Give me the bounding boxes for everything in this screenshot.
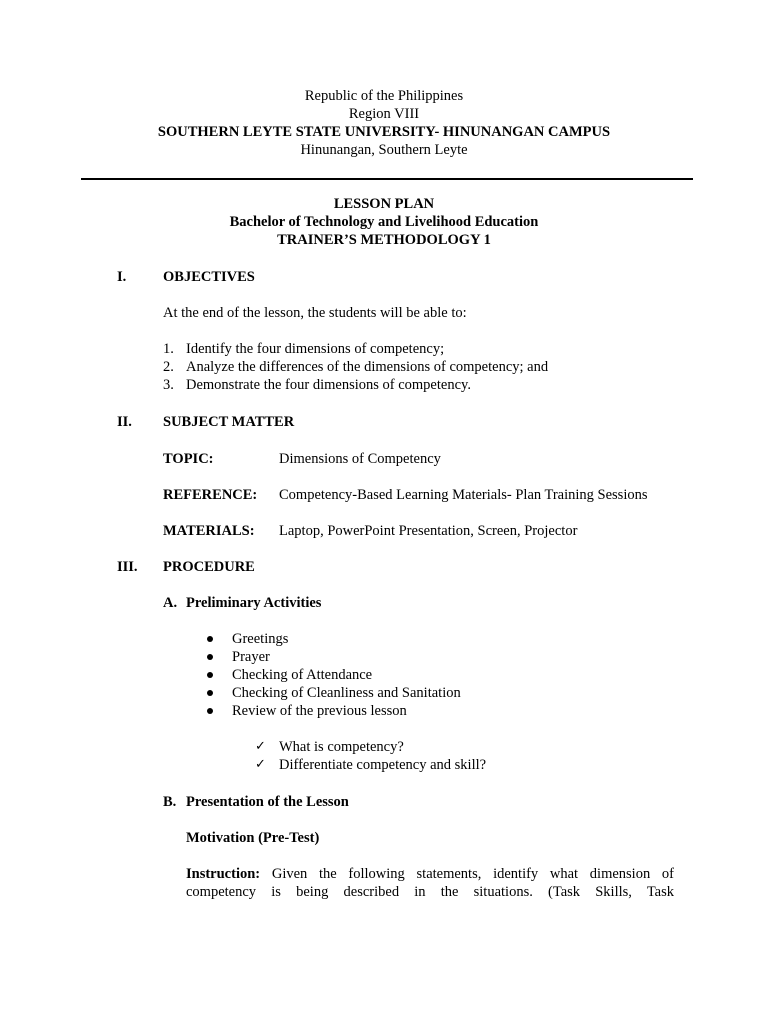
topic-value: Dimensions of Competency <box>279 451 441 467</box>
objective-item: Demonstrate the four dimensions of competency. <box>186 377 471 393</box>
program-title: Bachelor of Technology and Livelihood Education <box>229 214 539 230</box>
objectives-intro: At the end of the lesson, the students will be able to: <box>163 305 467 321</box>
subsection-heading-preliminary: Preliminary Activities <box>186 595 322 611</box>
section-numeral-procedure: III. <box>117 559 138 575</box>
reference-value: Competency-Based Learning Materials- Plan Training Sessions <box>279 487 648 503</box>
subsection-heading-presentation: Presentation of the Lesson <box>186 794 349 810</box>
reference-label: REFERENCE: <box>163 487 258 503</box>
header-divider <box>81 178 693 180</box>
section-numeral-subject-matter: II. <box>117 414 132 430</box>
checkmark-icon: ✓ <box>255 739 266 754</box>
materials-value: Laptop, PowerPoint Presentation, Screen, Projector <box>279 523 578 539</box>
instruction-text-1: Given the following statements, identify what dimension of <box>271 866 674 882</box>
section-heading-procedure: PROCEDURE <box>163 559 255 575</box>
review-question: Differentiate competency and skill? <box>279 757 487 773</box>
preliminary-item: Checking of Attendance <box>232 667 373 683</box>
header-region: Region VIII <box>348 106 420 122</box>
preliminary-item: Checking of Cleanliness and Sanitation <box>232 685 461 701</box>
materials-label: MATERIALS: <box>163 523 255 539</box>
checkmark-icon: ✓ <box>255 757 266 772</box>
header-university: SOUTHERN LEYTE STATE UNIVERSITY- HINUNANGAN CAMPUS <box>157 124 611 140</box>
objective-item: Analyze the differences of the dimensions of competency; and <box>186 359 549 375</box>
course-title: TRAINER’S METHODOLOGY 1 <box>277 232 491 248</box>
objective-number: 3. <box>163 377 174 393</box>
preliminary-item: Review of the previous lesson <box>232 703 407 719</box>
instruction-line-1 <box>186 865 674 883</box>
preliminary-item: Greetings <box>232 631 289 647</box>
objective-number: 2. <box>163 359 174 375</box>
header-country: Republic of the Philippines <box>304 88 464 104</box>
topic-label: TOPIC: <box>163 451 214 467</box>
instruction-label: Instruction: <box>186 866 261 882</box>
section-heading-subject-matter: SUBJECT MATTER <box>163 414 295 430</box>
bullet-icon <box>207 672 213 678</box>
instruction-line-2: competency is being described in the situations. (Task Skills, Task <box>186 884 674 900</box>
bullet-icon <box>207 708 213 714</box>
bullet-icon <box>207 690 213 696</box>
bullet-icon <box>207 654 213 660</box>
subsection-letter-b: B. <box>163 794 177 810</box>
header-address: Hinunangan, Southern Leyte <box>300 142 468 158</box>
section-heading-objectives: OBJECTIVES <box>163 269 255 285</box>
motivation-heading: Motivation (Pre-Test) <box>186 830 320 846</box>
instruction-paragraph <box>186 865 674 901</box>
objective-item: Identify the four dimensions of competency; <box>186 341 445 357</box>
preliminary-item: Prayer <box>232 649 270 665</box>
objective-number: 1. <box>163 341 174 357</box>
bullet-icon <box>207 636 213 642</box>
review-question: What is competency? <box>279 739 404 755</box>
subsection-letter-a: A. <box>163 595 178 611</box>
lesson-plan-title: LESSON PLAN <box>333 196 435 212</box>
section-numeral-objectives: I. <box>117 269 127 285</box>
